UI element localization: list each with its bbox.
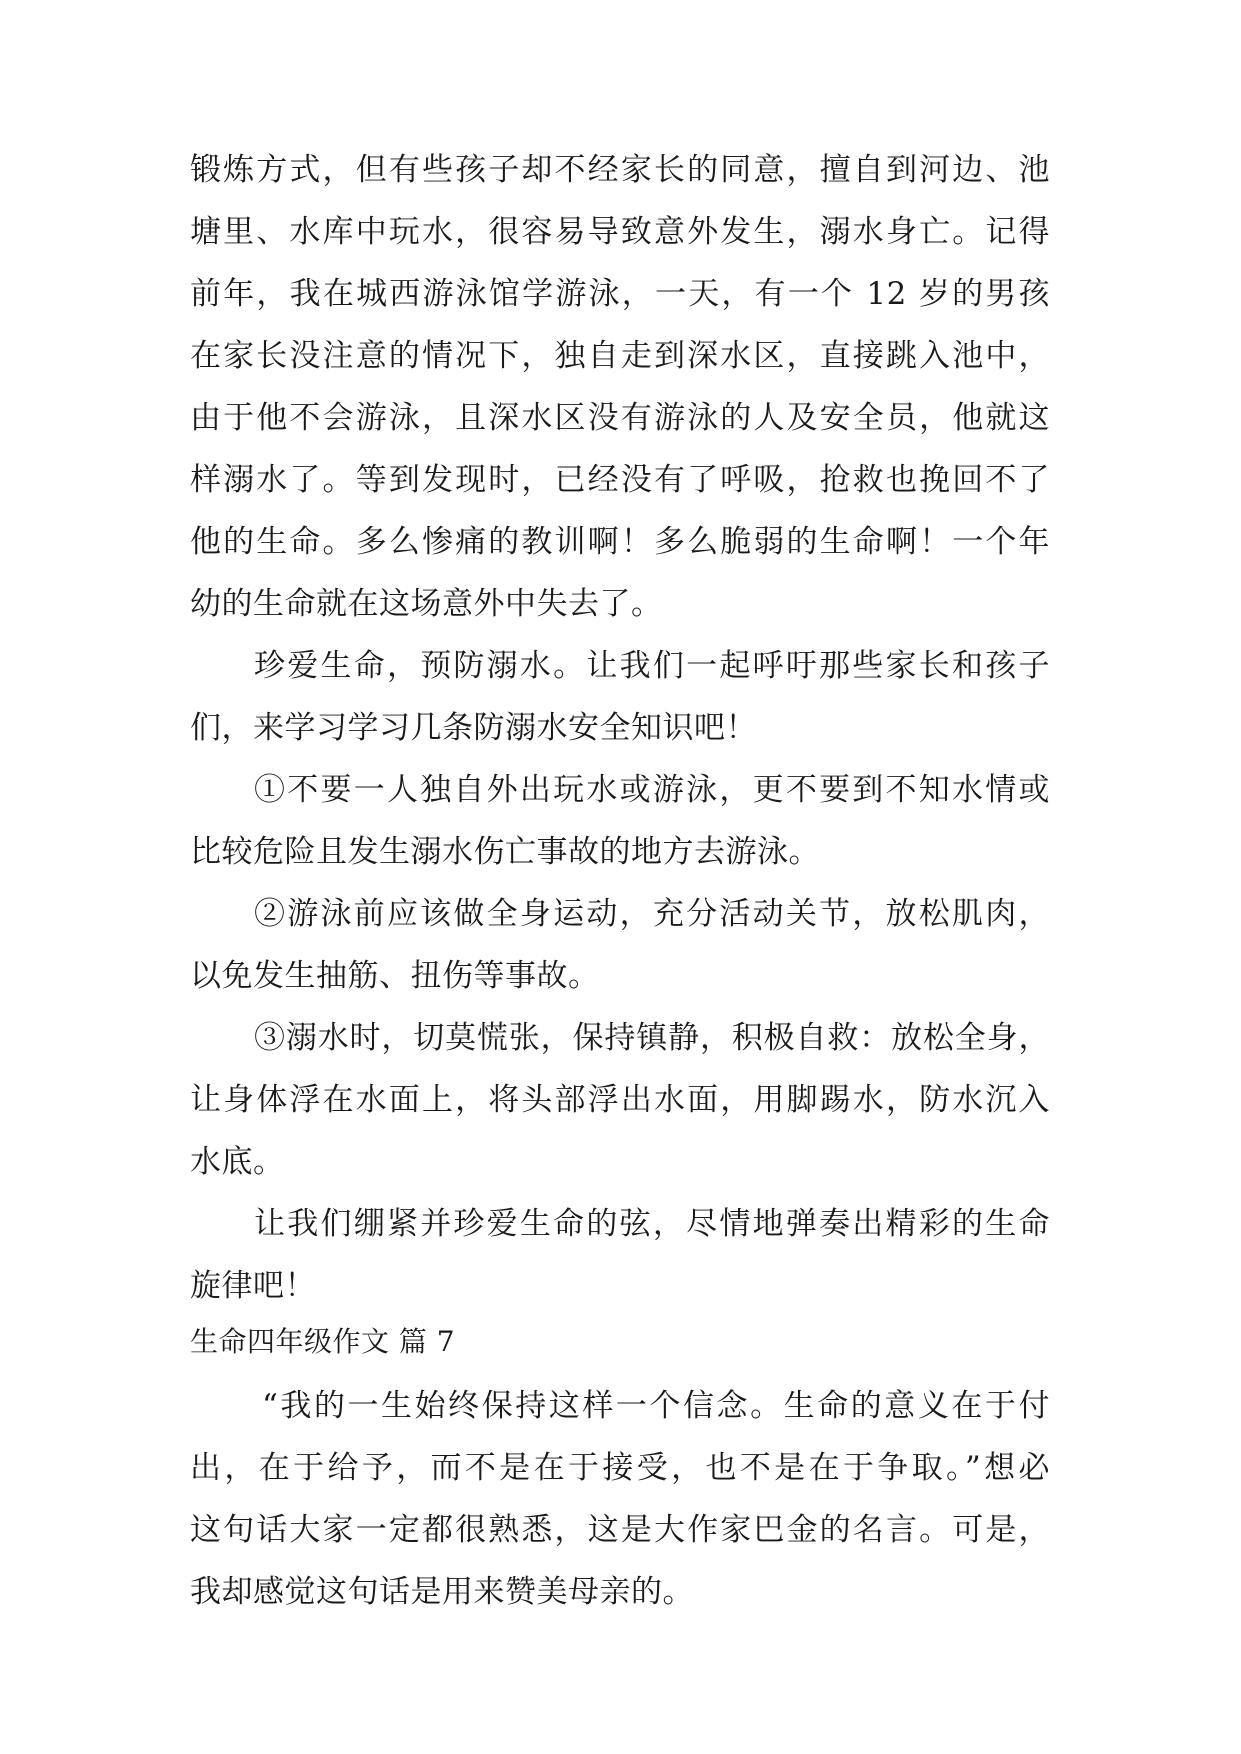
- text-line: 这句话大家一定都很熟悉，这是大作家巴金的名言。可是，: [190, 1512, 1050, 1548]
- text-line: 以免发生抽筋、扭伤等事故。: [190, 958, 600, 994]
- text-line: ①不要一人独自外出玩水或游泳，更不要到不知水情或: [254, 772, 1050, 808]
- section-heading: 生命四年级作文 篇 7: [190, 1325, 456, 1358]
- text-line: 水底。: [190, 1144, 285, 1180]
- text-line: 比较危险且发生溺水伤亡事故的地方去游泳。: [190, 834, 820, 870]
- text-line: 让我们绷紧并珍爱生命的弦，尽情地弹奏出精彩的生命: [254, 1206, 1050, 1242]
- text-line: ③溺水时，切莫慌张，保持镇静，积极自救：放松全身，: [254, 1020, 1050, 1056]
- text-line: 塘里、水库中玩水，很容易导致意外发生，溺水身亡。记得: [190, 214, 1050, 250]
- text-line: 旋律吧！: [190, 1268, 316, 1304]
- text-line: 在家长没注意的情况下，独自走到深水区，直接跳入池中，: [190, 338, 1050, 374]
- text-line: ②游泳前应该做全身运动，充分活动关节，放松肌肉，: [254, 896, 1050, 932]
- text-line: 我却感觉这句话是用来赞美母亲的。: [190, 1574, 694, 1610]
- text-line: 锻炼方式，但有些孩子却不经家长的同意，擅自到河边、池: [190, 152, 1050, 188]
- text-line: 让身体浮在水面上，将头部浮出水面，用脚踢水，防水沉入: [190, 1082, 1050, 1118]
- text-line: 前年，我在城西游泳馆学游泳，一天，有一个 12 岁的男孩: [190, 276, 1050, 312]
- text-line: 出，在于给予，而不是在于接受，也不是在于争取。”想必: [190, 1450, 1050, 1486]
- text-line: 珍爱生命，预防溺水。让我们一起呼吁那些家长和孩子: [254, 648, 1050, 684]
- text-line: 他的生命。多么惨痛的教训啊！多么脆弱的生命啊！一个年: [190, 524, 1050, 560]
- text-line: “我的一生始终保持这样一个信念。生命的意义在于付: [262, 1388, 1050, 1424]
- text-line: 幼的生命就在这场意外中失去了。: [190, 586, 663, 622]
- text-line: 们，来学习学习几条防溺水安全知识吧！: [190, 710, 757, 746]
- text-line: 样溺水了。等到发现时，已经没有了呼吸，抢救也挽回不了: [190, 462, 1050, 498]
- text-line: 由于他不会游泳，且深水区没有游泳的人及安全员，他就这: [190, 400, 1050, 436]
